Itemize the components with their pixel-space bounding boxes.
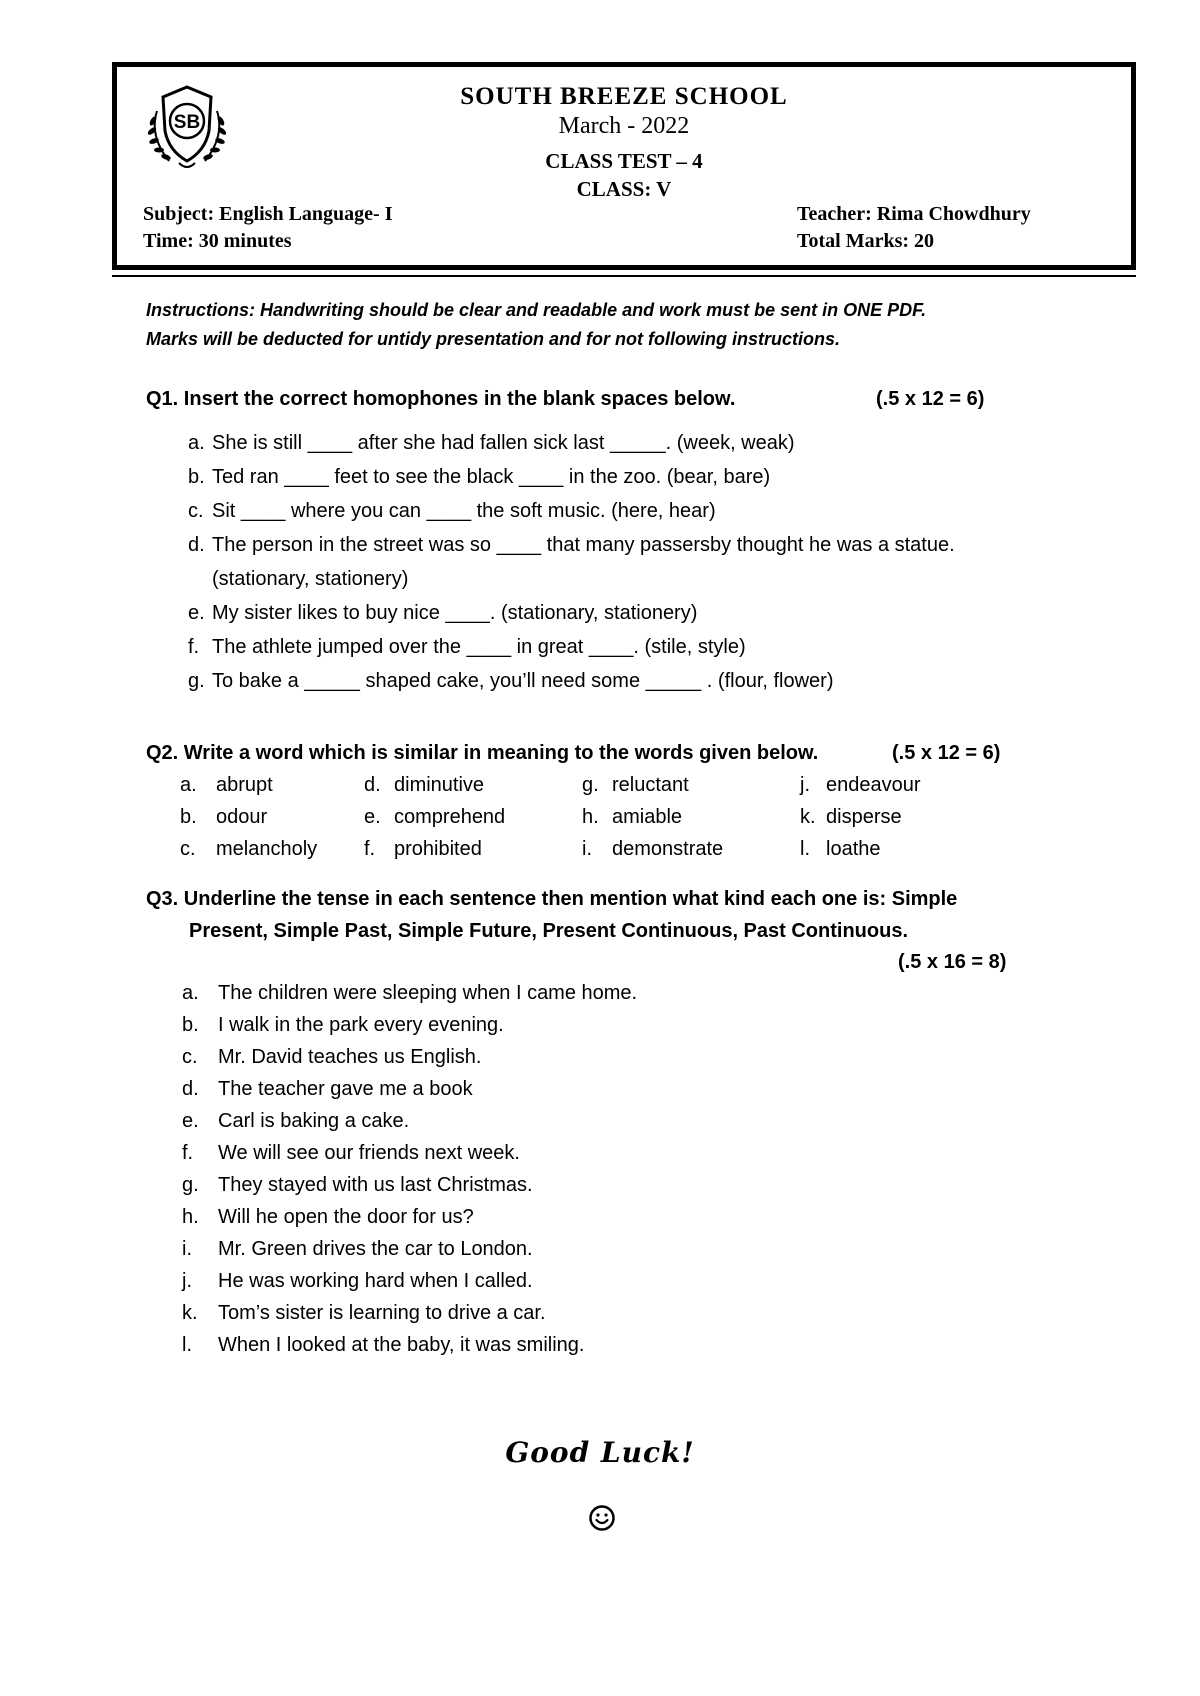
q3-marks: (.5 x 16 = 8) xyxy=(898,951,1007,973)
q1-title: Q1. Insert the correct homophones in the blank spaces below. xyxy=(146,388,736,410)
word-item: g. reluctant xyxy=(582,774,689,796)
instructions-line-1: Instructions: Handwriting should be clear and readable and work must be sent in ONE PDF. xyxy=(146,300,927,320)
teacher-label: Teacher: Rima Chowdhury xyxy=(797,203,1031,225)
list-item: f. We will see our friends next week. xyxy=(182,1142,520,1164)
word-item: d. diminutive xyxy=(364,774,485,796)
word-item: c. melancholy xyxy=(180,838,318,860)
test-title: CLASS TEST – 4 xyxy=(545,149,703,173)
list-item: b. Ted ran ____ feet to see the black ____ in the zoo. (bear, bare) xyxy=(188,466,771,488)
list-item: e. My sister likes to buy nice ____. (stationary, stationery) xyxy=(188,602,698,624)
list-item: c. Sit ____ where you can ____ the soft music. (here, hear) xyxy=(188,500,716,522)
list-item-continuation: (stationary, stationery) xyxy=(212,568,409,590)
school-name: SOUTH BREEZE SCHOOL xyxy=(460,83,788,110)
list-item: g. They stayed with us last Christmas. xyxy=(182,1174,533,1196)
word-item: j. endeavour xyxy=(800,774,921,796)
instructions-line-2: Marks will be deducted for untidy presentation and for not following instructions. xyxy=(146,329,841,349)
list-item: a. The children were sleeping when I came home. xyxy=(182,982,638,1004)
list-item: i. Mr. Green drives the car to London. xyxy=(182,1238,533,1260)
instructions xyxy=(146,296,1076,354)
list-item: l. When I looked at the baby, it was smiling. xyxy=(182,1334,585,1356)
list-item: d. The person in the street was so ____ that many passersby thought he was a statue. xyxy=(188,534,955,556)
list-item: b. I walk in the park every evening. xyxy=(182,1014,504,1036)
word-item: l. loathe xyxy=(800,838,881,860)
list-item: j. He was working hard when I called. xyxy=(182,1270,533,1292)
word-item: e. comprehend xyxy=(364,806,506,828)
word-item: a. abrupt xyxy=(180,774,273,796)
header-box xyxy=(112,62,1136,270)
good-luck-text: Good Luck! xyxy=(505,1436,695,1469)
list-item: k. Tom’s sister is learning to drive a car. xyxy=(182,1302,546,1324)
list-item: e. Carl is baking a cake. xyxy=(182,1110,410,1132)
total-marks-label: Total Marks: 20 xyxy=(797,230,935,252)
list-item: c. Mr. David teaches us English. xyxy=(182,1046,482,1068)
list-item: d. The teacher gave me a book xyxy=(182,1078,473,1100)
q2-marks: (.5 x 12 = 6) xyxy=(892,742,1001,764)
q1-marks: (.5 x 12 = 6) xyxy=(876,388,985,410)
subject-label: Subject: English Language- I xyxy=(143,203,393,225)
word-item: b. odour xyxy=(180,806,268,828)
word-item: f. prohibited xyxy=(364,838,482,860)
word-item: h. amiable xyxy=(582,806,683,828)
time-label: Time: 30 minutes xyxy=(143,230,292,252)
smiley-face-icon xyxy=(588,1504,616,1532)
list-item: h. Will he open the door for us? xyxy=(182,1206,474,1228)
q2-title: Q2. Write a word which is similar in meaning to the words given below. xyxy=(146,742,819,764)
list-item: f. The athlete jumped over the ____ in great ____. (stile, style) xyxy=(188,636,746,658)
list-item: a. She is still ____ after she had fallen sick last _____. (week, weak) xyxy=(188,432,795,454)
q3-title-line-1: Q3. Underline the tense in each sentence then mention what kind each one is: Simple xyxy=(146,888,958,910)
logo-text: SB xyxy=(173,112,201,133)
exam-date: March - 2022 xyxy=(558,113,690,139)
word-item: k. disperse xyxy=(800,806,902,828)
word-item: i. demonstrate xyxy=(582,838,724,860)
class-label: CLASS: V xyxy=(576,177,672,201)
q3-title-line-2: Present, Simple Past, Simple Future, Present Continuous, Past Continuous. xyxy=(189,920,909,942)
list-item: g. To bake a _____ shaped cake, you’ll need some _____ . (flour, flower) xyxy=(188,670,834,692)
